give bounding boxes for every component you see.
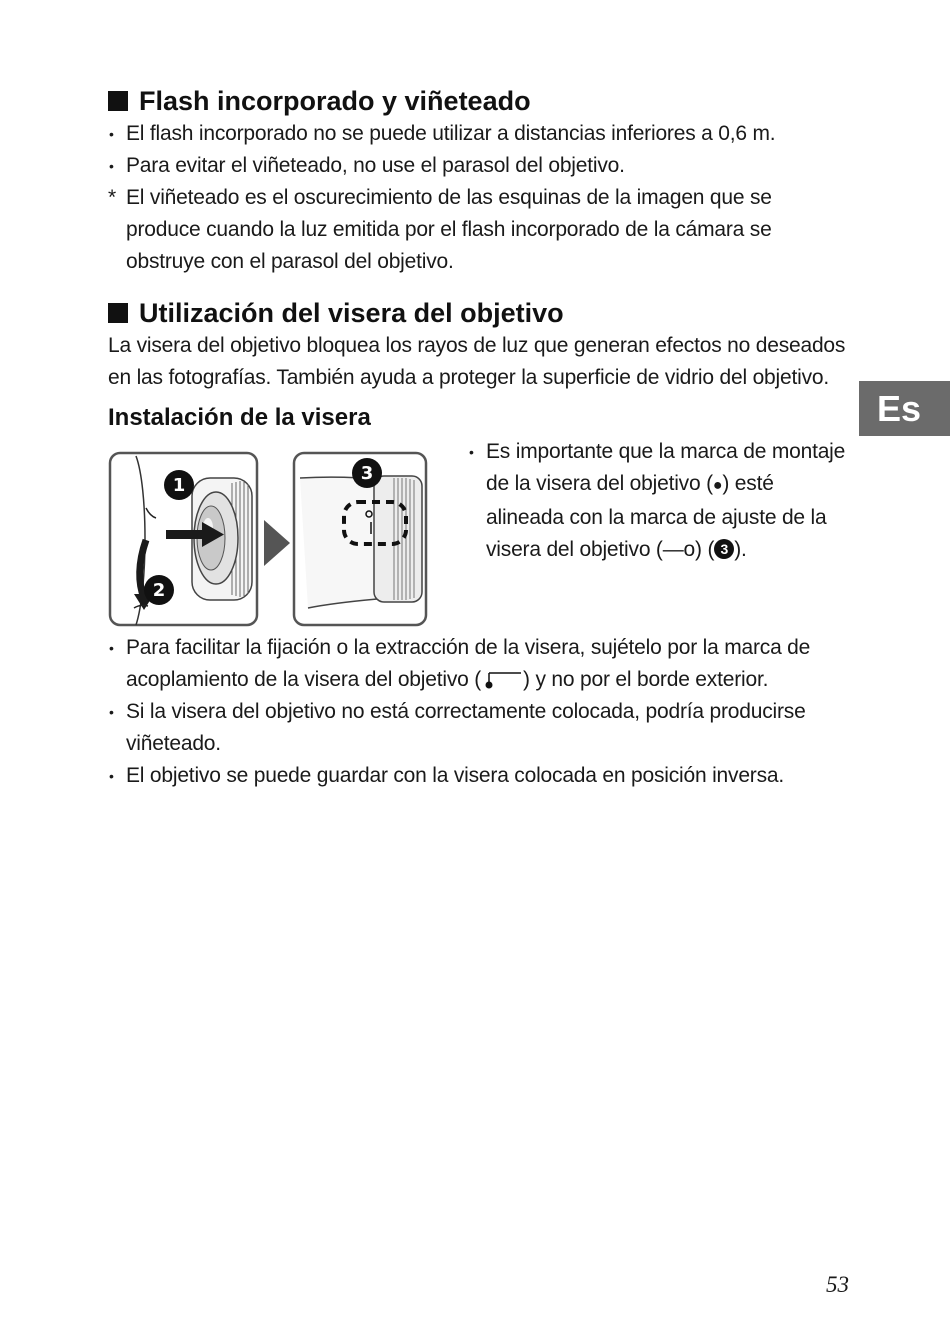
bullet-marker: •	[109, 640, 114, 656]
figure-label-2: 2	[152, 580, 166, 601]
square-bullet-icon	[108, 303, 128, 323]
list-item-text: El viñeteado es el oscurecimiento de las esquinas de la imagen que se produce cuando la luz emitida por el flash incorporado de la cámara se obstruye con el parasol del objetivo.	[126, 186, 772, 273]
list-item	[108, 150, 848, 182]
lens-hood-illustration	[108, 448, 438, 628]
list-item	[468, 436, 848, 566]
list-item	[108, 118, 848, 150]
figure-label-3: 3	[360, 463, 374, 484]
list-item	[108, 182, 848, 278]
coupling-mark-icon	[481, 667, 523, 685]
flash-notes-list	[108, 118, 848, 278]
note-text-d: ).	[734, 538, 747, 561]
alignment-note	[468, 436, 848, 566]
subheading-install: Instalación de la visera	[108, 404, 371, 431]
bullet-marker: •	[109, 768, 114, 784]
note-text-b: ) esté alineada con la marca de ajuste de la visera del objetivo (	[486, 472, 827, 561]
bullet-marker: •	[109, 704, 114, 720]
figure-label-1: 1	[172, 475, 186, 496]
square-bullet-icon	[108, 91, 128, 111]
list-item	[108, 632, 848, 696]
note-text-a: Es importante que la marca de montaje de la visera del objetivo (	[486, 440, 846, 495]
bullet-marker: •	[109, 158, 114, 174]
list-item-text: El objetivo se puede guardar con la visera colocada en posición inversa.	[126, 764, 785, 787]
list-item-text: El flash incorporado no se puede utilizar a distancias inferiores a 0,6 m.	[126, 122, 776, 145]
section-heading-flash: Flash incorporado y viñeteado	[108, 84, 848, 118]
page-content	[108, 84, 848, 792]
next-step-arrow-icon	[264, 520, 290, 566]
list-item-text: Si la visera del objetivo no está correctamente colocada, podría producirse viñeteado.	[126, 700, 806, 755]
page-number: 53	[826, 1272, 849, 1297]
bullet-marker: •	[109, 126, 114, 142]
step-3-ref-icon: 3	[714, 539, 734, 559]
lens-hood-notes-list	[108, 632, 848, 792]
language-tab: Es	[859, 381, 950, 436]
section-heading-lens-hood: Utilización del visera del objetivo	[108, 296, 848, 330]
asterisk-marker: *	[108, 186, 116, 209]
section-intro: La visera del objetivo bloquea los rayos de luz que generan efectos no deseados en las fotografías. También ayuda a proteger la superficie de vidrio del objetivo.	[108, 334, 846, 389]
list-item-text: Para evitar el viñeteado, no use el parasol del objetivo.	[126, 154, 625, 177]
alignment-mark-symbol: —o	[662, 538, 696, 561]
mount-dot-symbol: ●	[712, 477, 723, 494]
bullet-marker: •	[469, 444, 474, 460]
note-text-c: ) (	[695, 538, 715, 561]
list-item-text-b: ) y no por el borde exterior.	[523, 668, 769, 691]
install-block	[108, 436, 848, 632]
list-item-text-a: Para facilitar la fijación o la extracción de la visera, sujételo por la marca de acoplamiento de la visera del objetivo (	[126, 636, 811, 691]
list-item	[108, 696, 848, 760]
list-item	[108, 760, 848, 792]
